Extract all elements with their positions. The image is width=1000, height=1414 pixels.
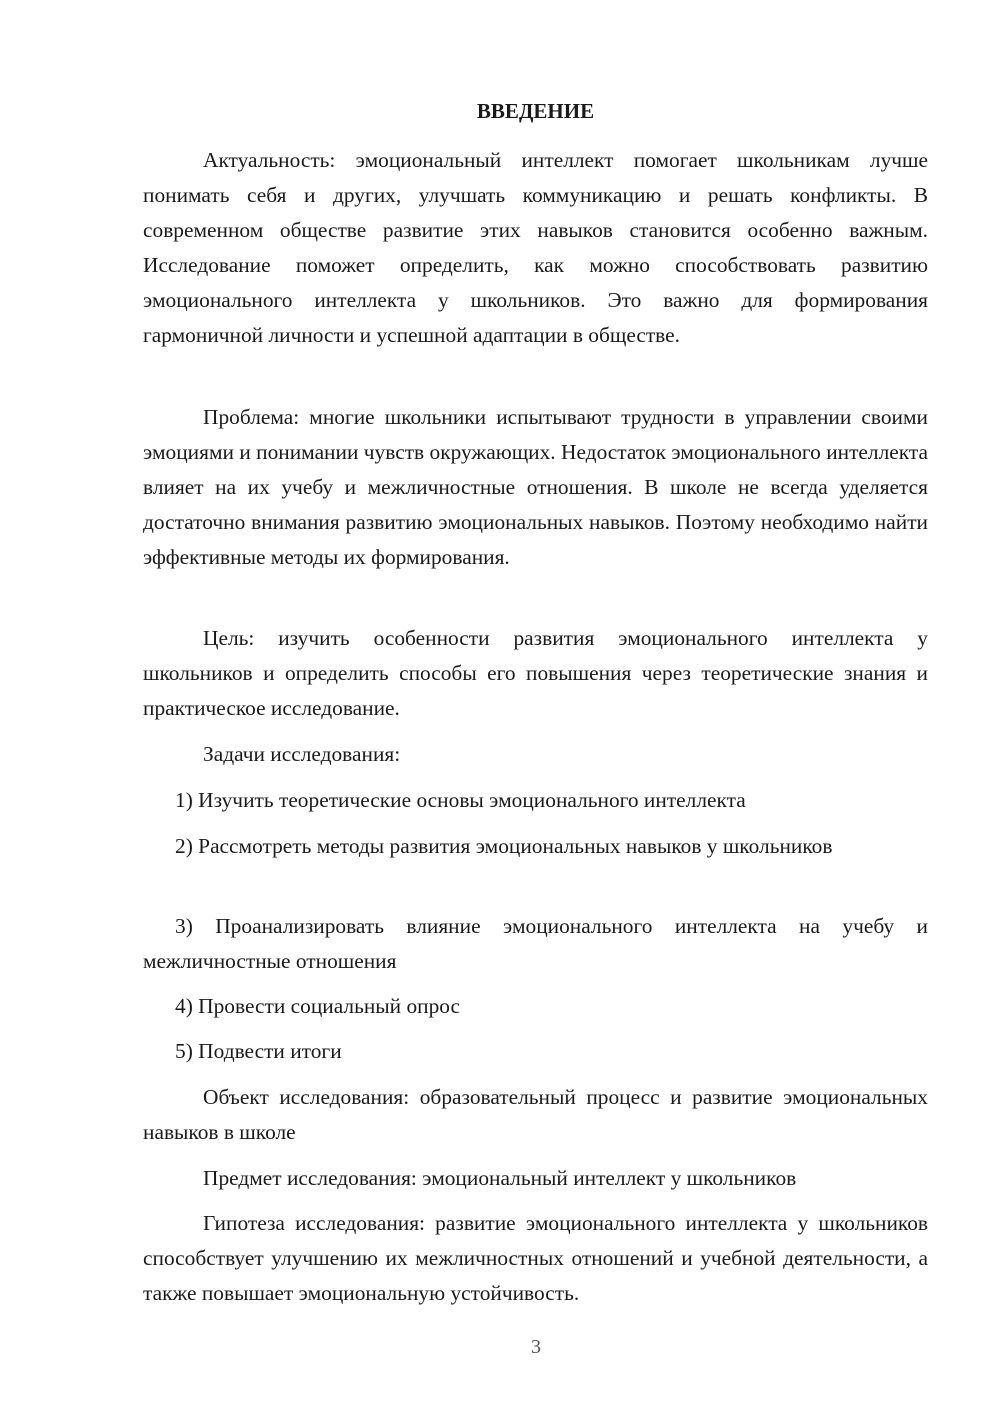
tasks-heading: Задачи исследования: bbox=[203, 742, 401, 766]
problem-paragraph: Проблема: многие школьники испытывают трудности в управлении своими эмоциями и понимании чувств окружающих. Недостаток эмоционального интеллекта влияет на их учебу и межличностные отношения. В школе не всегда уделяется достаточно внимания развитию эмоциональных навыков. Поэтому необходимо найти эффективные методы их формирования. bbox=[143, 405, 928, 569]
hypothesis-paragraph: Гипотеза исследования: развитие эмоционального интеллекта у школьников способствует улучшению их межличностных отношений и учебной деятельности, а также повышает эмоциональную устойчивость. bbox=[143, 1211, 928, 1305]
page-title: ВВЕДЕНИЕ bbox=[476, 99, 595, 123]
task-item: 1) Изучить теоретические основы эмоционального интеллекта bbox=[175, 788, 746, 812]
relevance-paragraph: Актуальность: эмоциональный интеллект помогает школьникам лучше понимать себя и других, улучшать коммуникацию и решать конфликты. В современном обществе развитие этих навыков становится особенно важным. Исследование поможет определить, как можно способствовать развитию эмоционального интеллекта у школьников. Это важно для формирования гармоничной личности и успешной адаптации в обществе. bbox=[143, 148, 928, 347]
task-item: 5) Подвести итоги bbox=[175, 1039, 342, 1063]
object-paragraph: Объект исследования: образовательный процесс и развитие эмоциональных навыков в школе bbox=[143, 1085, 928, 1144]
goal-paragraph: Цель: изучить особенности развития эмоционального интеллекта у школьников и определить способы его повышения через теоретические знания и практическое исследование. bbox=[143, 626, 928, 720]
task-item: 4) Провести социальный опрос bbox=[175, 994, 461, 1018]
page-number: 3 bbox=[531, 1336, 541, 1358]
subject-paragraph: Предмет исследования: эмоциональный интеллект у школьников bbox=[203, 1166, 797, 1190]
task-item: 2) Рассмотреть методы развития эмоциональных навыков у школьников bbox=[175, 834, 833, 858]
task-item: 3) Проанализировать влияние эмоционального интеллекта на учебу и межличностные отношения bbox=[143, 914, 928, 973]
